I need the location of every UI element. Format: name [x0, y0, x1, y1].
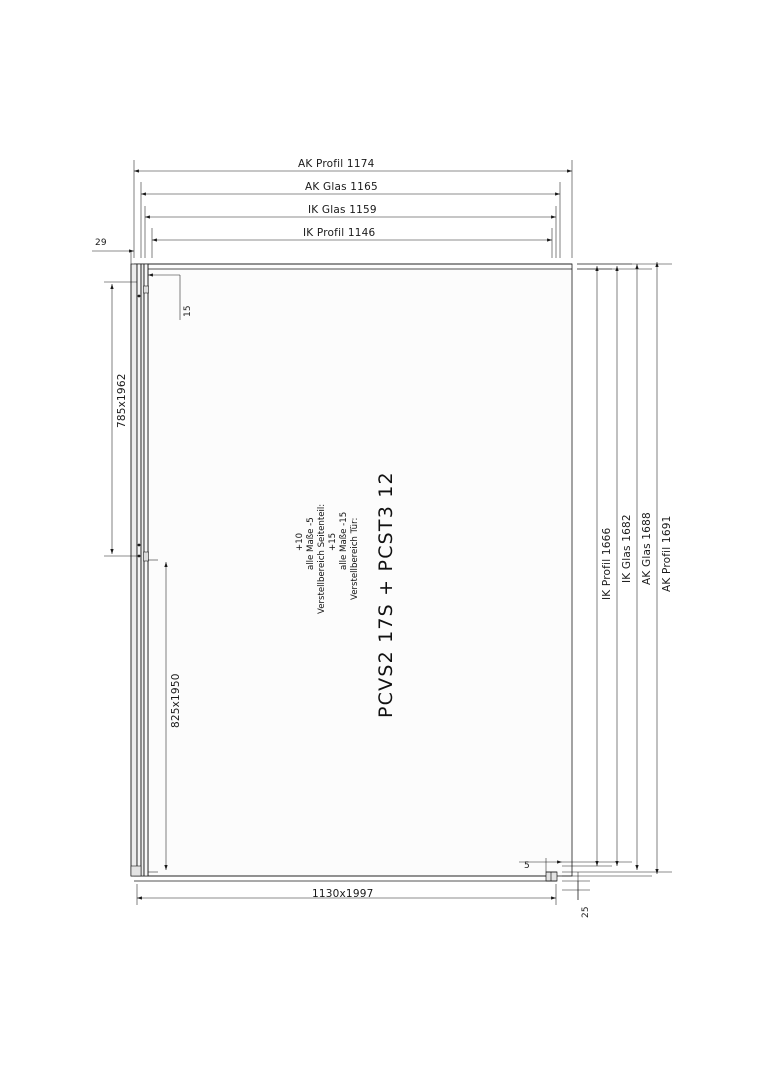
right-dimension-lines	[562, 262, 672, 876]
product-title: PCVS2 17S + PCST3 12	[375, 471, 397, 718]
dim-label-ak-profil-right: AK Profil 1691	[661, 515, 673, 592]
dim-label-offset-top-inner: 15	[183, 305, 193, 317]
dim-label-ik-profil-right: IK Profil 1666	[601, 527, 613, 600]
dim-label-ik-glas-top: IK Glas 1159	[308, 204, 377, 216]
dim-29	[92, 251, 134, 264]
note-side-line2: +10	[295, 532, 305, 551]
left-profile-assembly	[131, 264, 148, 876]
note-door-line1: alle Maße -15	[339, 511, 349, 570]
dim-label-ak-glas-top: AK Glas 1165	[305, 181, 378, 193]
dim-label-ak-glas-right: AK Glas 1688	[641, 512, 653, 585]
dim-label-ik-glas-right: IK Glas 1682	[621, 514, 633, 583]
note-side-heading: Verstellbereich Seitenteil:	[317, 503, 327, 614]
dim-label-offset-bottom-right: 5	[524, 861, 530, 871]
note-door-line2: +15	[328, 532, 338, 551]
dim-label-offset-left: 29	[95, 238, 107, 248]
dim-label-ik-profil-top: IK Profil 1146	[303, 227, 376, 239]
dim-label-panel-lower: 825x1950	[170, 673, 182, 728]
right-foot	[546, 872, 557, 881]
dim-label-offset-bottom-foot: 25	[581, 906, 591, 918]
dim-label-panel-upper: 785x1962	[116, 373, 128, 428]
dim-label-overall-bottom: 1130x1997	[312, 888, 374, 900]
dim-label-ak-profil-top: AK Profil 1174	[298, 158, 375, 170]
note-door-heading: Verstellbereich Tür:	[350, 517, 360, 600]
note-side-line1: alle Maße -5	[306, 517, 316, 570]
